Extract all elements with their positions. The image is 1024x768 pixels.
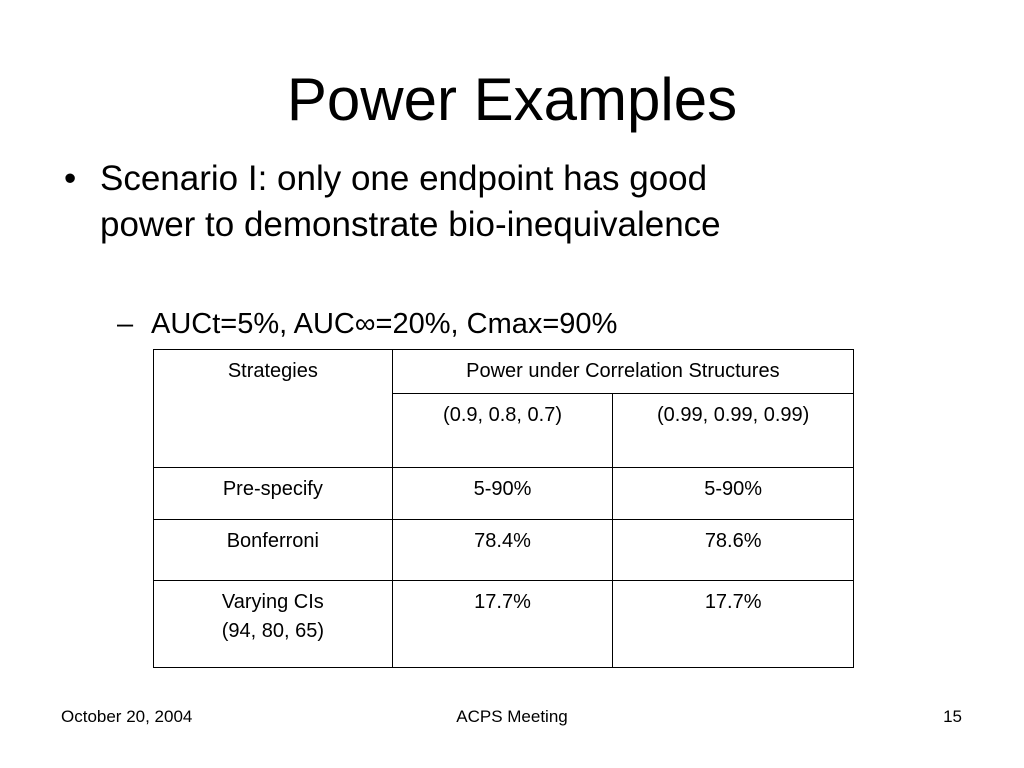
slide-title: Power Examples bbox=[286, 66, 738, 133]
bullet-item bbox=[64, 156, 764, 248]
header-power: Power under Correlation Structures bbox=[392, 350, 853, 394]
sub-bullet-mark: – bbox=[117, 308, 134, 340]
footer-meeting: ACPS Meeting bbox=[456, 707, 568, 726]
power-value-cell: 78.6% bbox=[613, 520, 854, 581]
power-value-cell: 17.7% bbox=[392, 581, 613, 668]
footer-date: October 20, 2004 bbox=[61, 707, 193, 726]
sub-bullet-text: AUCt=5%, AUC∞=20%, Cmax=90% bbox=[151, 308, 618, 340]
strategy-name: Varying CIs bbox=[221, 591, 324, 613]
strategy-cell bbox=[154, 581, 393, 668]
power-table bbox=[153, 349, 854, 668]
power-value-cell: 78.4% bbox=[392, 520, 613, 581]
footer-page-number: 15 bbox=[943, 707, 962, 726]
strategy-name: Pre-specify bbox=[222, 478, 323, 500]
table-row bbox=[154, 520, 854, 581]
strategy-name: Bonferroni bbox=[226, 530, 319, 552]
power-value-cell: 5-90% bbox=[392, 468, 613, 520]
table-row bbox=[154, 581, 854, 668]
subheader-structure-1: (0.9, 0.8, 0.7) bbox=[392, 394, 613, 468]
power-value-cell: 17.7% bbox=[613, 581, 854, 668]
bullet-text: Scenario I: only one endpoint has good power to demonstrate bio-inequivalence bbox=[100, 159, 721, 244]
subheader-structure-2: (0.99, 0.99, 0.99) bbox=[613, 394, 854, 468]
strategy-detail: (94, 80, 65) bbox=[221, 620, 324, 642]
table-header-row bbox=[154, 350, 854, 394]
strategy-cell bbox=[154, 520, 393, 581]
table-row bbox=[154, 468, 854, 520]
strategy-cell bbox=[154, 468, 393, 520]
bullet-mark: • bbox=[64, 159, 77, 198]
power-value-cell: 5-90% bbox=[613, 468, 854, 520]
bullet-list bbox=[64, 156, 764, 248]
sub-bullet-item bbox=[117, 304, 617, 344]
header-strategies: Strategies bbox=[154, 350, 393, 468]
